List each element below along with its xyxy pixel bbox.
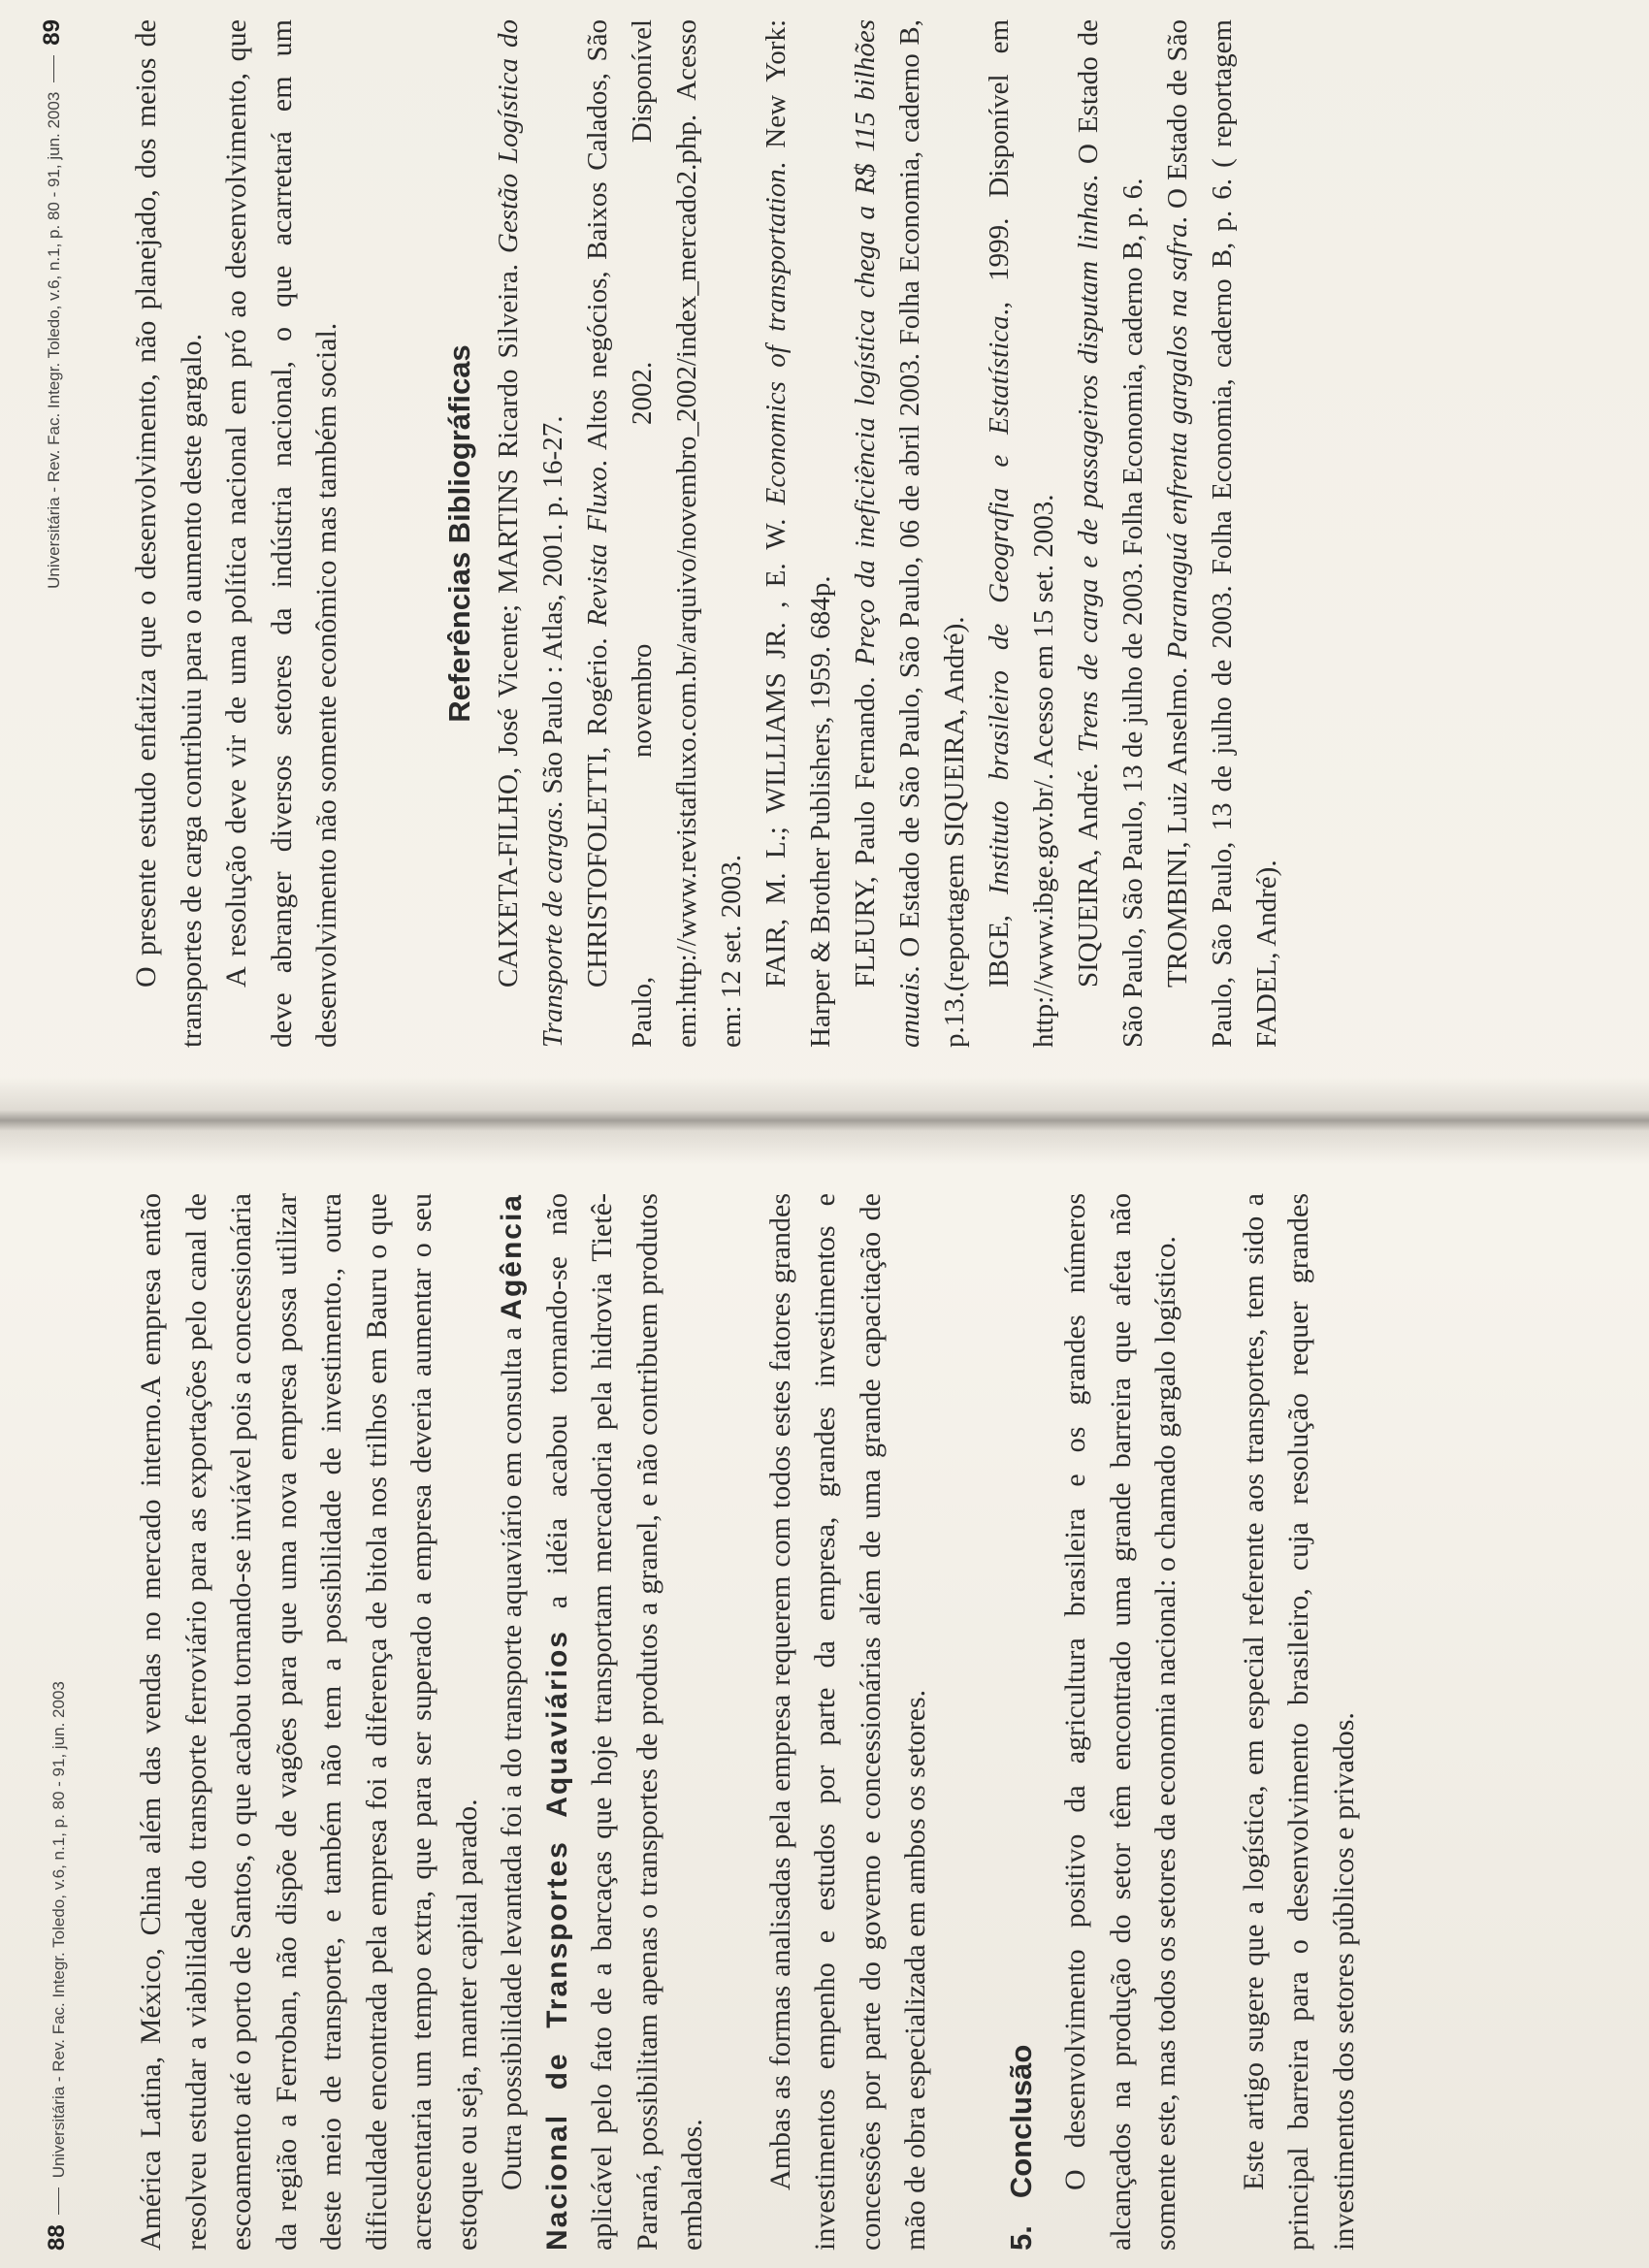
reference-entry: CHRISTOFOLETTI, Rogério. Revista Fluxo. Altos negócios, Baixos Calados, São Paulo, novembro 2002. Disponível em:http://www.revistafluxo.com.br/arquivo/novembro_2002/index_mercado2.php. Acesso em: 12 set. 2003. — [582, 19, 747, 1048]
reference-entry: SIQUEIRA, André. Trens de carga e de passageiros disputam linhas. O Estado de São Paulo, São Paulo, 13 de julho de 2003. Folha Economia, caderno B, p. 6. — [1073, 19, 1148, 1048]
paragraph: O presente estudo enfatiza que o desenvolvimento, não planejado, dos meios de transportes de carga contribuiu para o aumento deste gargalo. — [130, 19, 208, 1048]
reference-entry: FAIR, M. L.; WILLIAMS JR. , E. W. Economics of transportation. New York: Harper & Brother Publishers, 1959. 684p. — [760, 18, 836, 1048]
paragraph: Este artigo sugere que a logística, em especial referente aos transportes, tem sido a principal barreira para o desenvolvimento brasileiro, cuja resolução requer grandes investimentos dos setores públicos e privados. — [1237, 1193, 1360, 2251]
paragraph: A resolução deve vir de uma política nacional em pró ao desenvolvimento, que deve abranger diversos setores da indústria nacional, o que acarretará em um desenvolvimento não somente econômico mas também social. — [220, 19, 342, 1048]
paragraph: Ambas as formas analisadas pela empresa requerem com todos estes fatores grandes investimentos empenho e estudos por parte da empresa, grandes investimentos e concessões por parte do governo e concessionárias além de uma grande capacitação de mão de obra especializada em ambos os setores. — [763, 1193, 931, 2251]
journal-citation: Universitária - Rev. Fac. Integr. Toledo, v.6, n.1, p. 80 - 91, jun. 2003 — [49, 1681, 68, 2179]
page-89 — [39, 19, 1649, 1048]
page-88-body — [129, 1193, 1367, 2251]
page-88 — [44, 1193, 1649, 2251]
section-number: 5. — [1003, 2225, 1038, 2251]
header-rule — [58, 2187, 59, 2215]
agency-name: Agência Nacional de Transportes Aquaviários — [496, 1193, 573, 2251]
running-head-89 — [39, 19, 68, 1048]
page-number: 88 — [44, 2224, 70, 2251]
paragraph: O desenvolvimento positivo da agricultura brasileira e os grandes números alcançados na produção do setor têm encontrado uma grande barreira que afeta não somente este, mas todos os setores da economia nacional: o chamado gargalo logístico. — [1059, 1193, 1181, 2251]
reference-entry: FLEURY, Paulo Fernando. Preço da ineficiência logística chega a R$ 115 bilhões anuais. O Estado de São Paulo, São Paulo, 06 de abril 2003. Folha Economia, caderno B, p.13.(reportagem SIQUEIRA, André). — [850, 19, 970, 1048]
paragraph: América Latina, México, China além das vendas no mercado interno.A empresa então resolveu estudar a viabilidade do transporte ferroviário para as exportações pelo canal de escoamento até o porto de Santos, o que acabou tornando-se inviável pois a concessionária da região a Ferroban, não dispõe de vagões para que uma nova empresa possa utilizar deste meio de transporte, e também não tem a possibilidade de investimento., outra dificuldade encontrada pela empresa foi a diferença de bitola nos trilhos em Bauru o que acrescentaria um tempo extra, que para ser superado a empresa deveria aumentar o seu estoque ou seja, manter capital parado. — [135, 1193, 483, 2251]
running-head-88 — [44, 1193, 73, 2251]
section-heading — [999, 1193, 1045, 2251]
paragraph: Outra possibilidade levantada foi a do transporte aquaviário em consulta a Agência Nacional de Transportes Aquaviários a idéia acabou tornando-se não aplicável pelo fato de a barcaças que hoje transportam mercadoria pela hidrovia Tietê-Paraná, possibilitam apenas o transportes de produtos a granel, e não contribuem produtos embalados. — [496, 1192, 708, 2251]
page-number: 89 — [39, 19, 65, 46]
reference-entry: IBGE, Instituto brasileiro de Geografia e Estatística., 1999. Disponível em http://www.ibge.gov.br/. Acesso em 15 set. 2003. — [984, 19, 1059, 1048]
section-title: Conclusão — [1003, 2044, 1038, 2199]
reference-entry: TROMBINI, Luiz Anselmo. Paranaguá enfrenta gargalos na safra. O Estado de São Paulo, São Paulo, 13 de julho de 2003. Folha Economia, caderno B, p. 6. ( reportagem FADEL, André). — [1162, 18, 1282, 1048]
references-heading: Referências Bibliográficas — [441, 344, 476, 723]
header-rule — [53, 55, 54, 82]
book-gutter — [0, 1077, 1649, 1164]
page-89-body — [124, 19, 1289, 1048]
journal-citation: Universitária - Rev. Fac. Integr. Toledo, v.6, n.1, p. 80 - 91, jun. 2003 — [45, 91, 63, 589]
reference-entry: CAIXETA-FILHO, José Vicente; MARTINS Ricardo Silveira. Gestão Logística do Transporte de cargas. São Paulo : Atlas, 2001. p. 16-27. — [493, 19, 568, 1048]
